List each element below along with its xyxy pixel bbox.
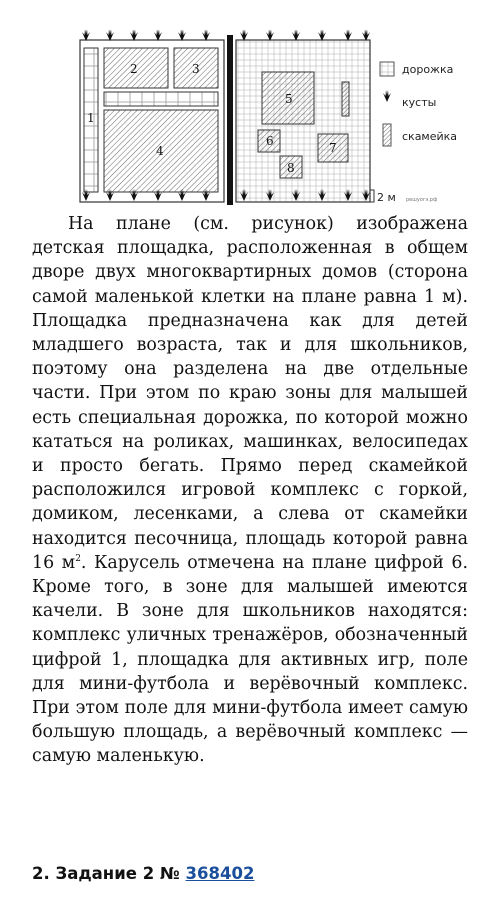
plan-number-8: 8 bbox=[287, 161, 295, 175]
task-text-part2: . Карусель отмечена на плане цифрой 6. Кроме того, в зоне для малышей имеются качели. В зоне для школьников находятся: комплекс уличных тренажёров, обозначенный цифрой 1, площадка для активных игр, поле для мини‑футбола и верёвочный комплекс. При этом поле для мини‑футбола имеет самую большую площадь, а верёвочный комплекс — самую маленькую. bbox=[32, 552, 468, 767]
task-number-link[interactable]: 368402 bbox=[185, 864, 255, 883]
legend-bench-label: скамейка bbox=[402, 130, 458, 143]
bushes-top bbox=[82, 30, 370, 41]
scale-indicator bbox=[370, 190, 396, 204]
legend-bushes-label: кусты bbox=[402, 96, 437, 109]
watermark: решуогэ.рф bbox=[406, 197, 438, 203]
plan-number-4: 4 bbox=[156, 144, 164, 158]
task-text bbox=[32, 212, 468, 769]
bush-icon bbox=[383, 90, 391, 102]
dividing-wall bbox=[227, 35, 233, 205]
grid-tile-icon bbox=[380, 62, 394, 76]
task-footer bbox=[32, 864, 472, 883]
scale-label: 2 м bbox=[377, 191, 396, 204]
square-meter-superscript: 2 bbox=[75, 554, 81, 565]
bench bbox=[342, 82, 349, 116]
school-zone bbox=[80, 40, 224, 202]
legend bbox=[380, 62, 457, 146]
plan-number-3: 3 bbox=[192, 62, 200, 76]
hatched-bench-icon bbox=[383, 124, 391, 146]
plan-number-5: 5 bbox=[285, 92, 293, 106]
plan-number-2: 2 bbox=[130, 62, 138, 76]
toddler-zone bbox=[236, 40, 370, 202]
legend-path-label: дорожка bbox=[402, 63, 454, 76]
plan-number-6: 6 bbox=[266, 134, 274, 148]
plan-number-7: 7 bbox=[329, 141, 337, 155]
path-grid-left bbox=[104, 92, 218, 106]
playground-plan bbox=[70, 30, 470, 210]
task-label: 2. Задание 2 № bbox=[32, 864, 180, 883]
plan-number-1: 1 bbox=[87, 111, 95, 125]
task-text-part1: На плане (см. рисунок) изображена детская площадка, расположенная в общем дворе двух многоквартирных домов (сторона самой маленькой клетки на плане равна 1 м). Площадка предназначена как для детей младшего возраста, так и для школьников, поэтому она разделена на две отдельные части. При этом по краю зоны для малышей есть специальная дорожка, по которой можно кататься на роликах, машинках, велосипедах и просто бегать. Прямо перед скамейкой расположился игровой комплекс с горкой, домиком, лесенками, а слева от скамейки находится песочница, площадь которой равна 16 м bbox=[32, 214, 468, 573]
